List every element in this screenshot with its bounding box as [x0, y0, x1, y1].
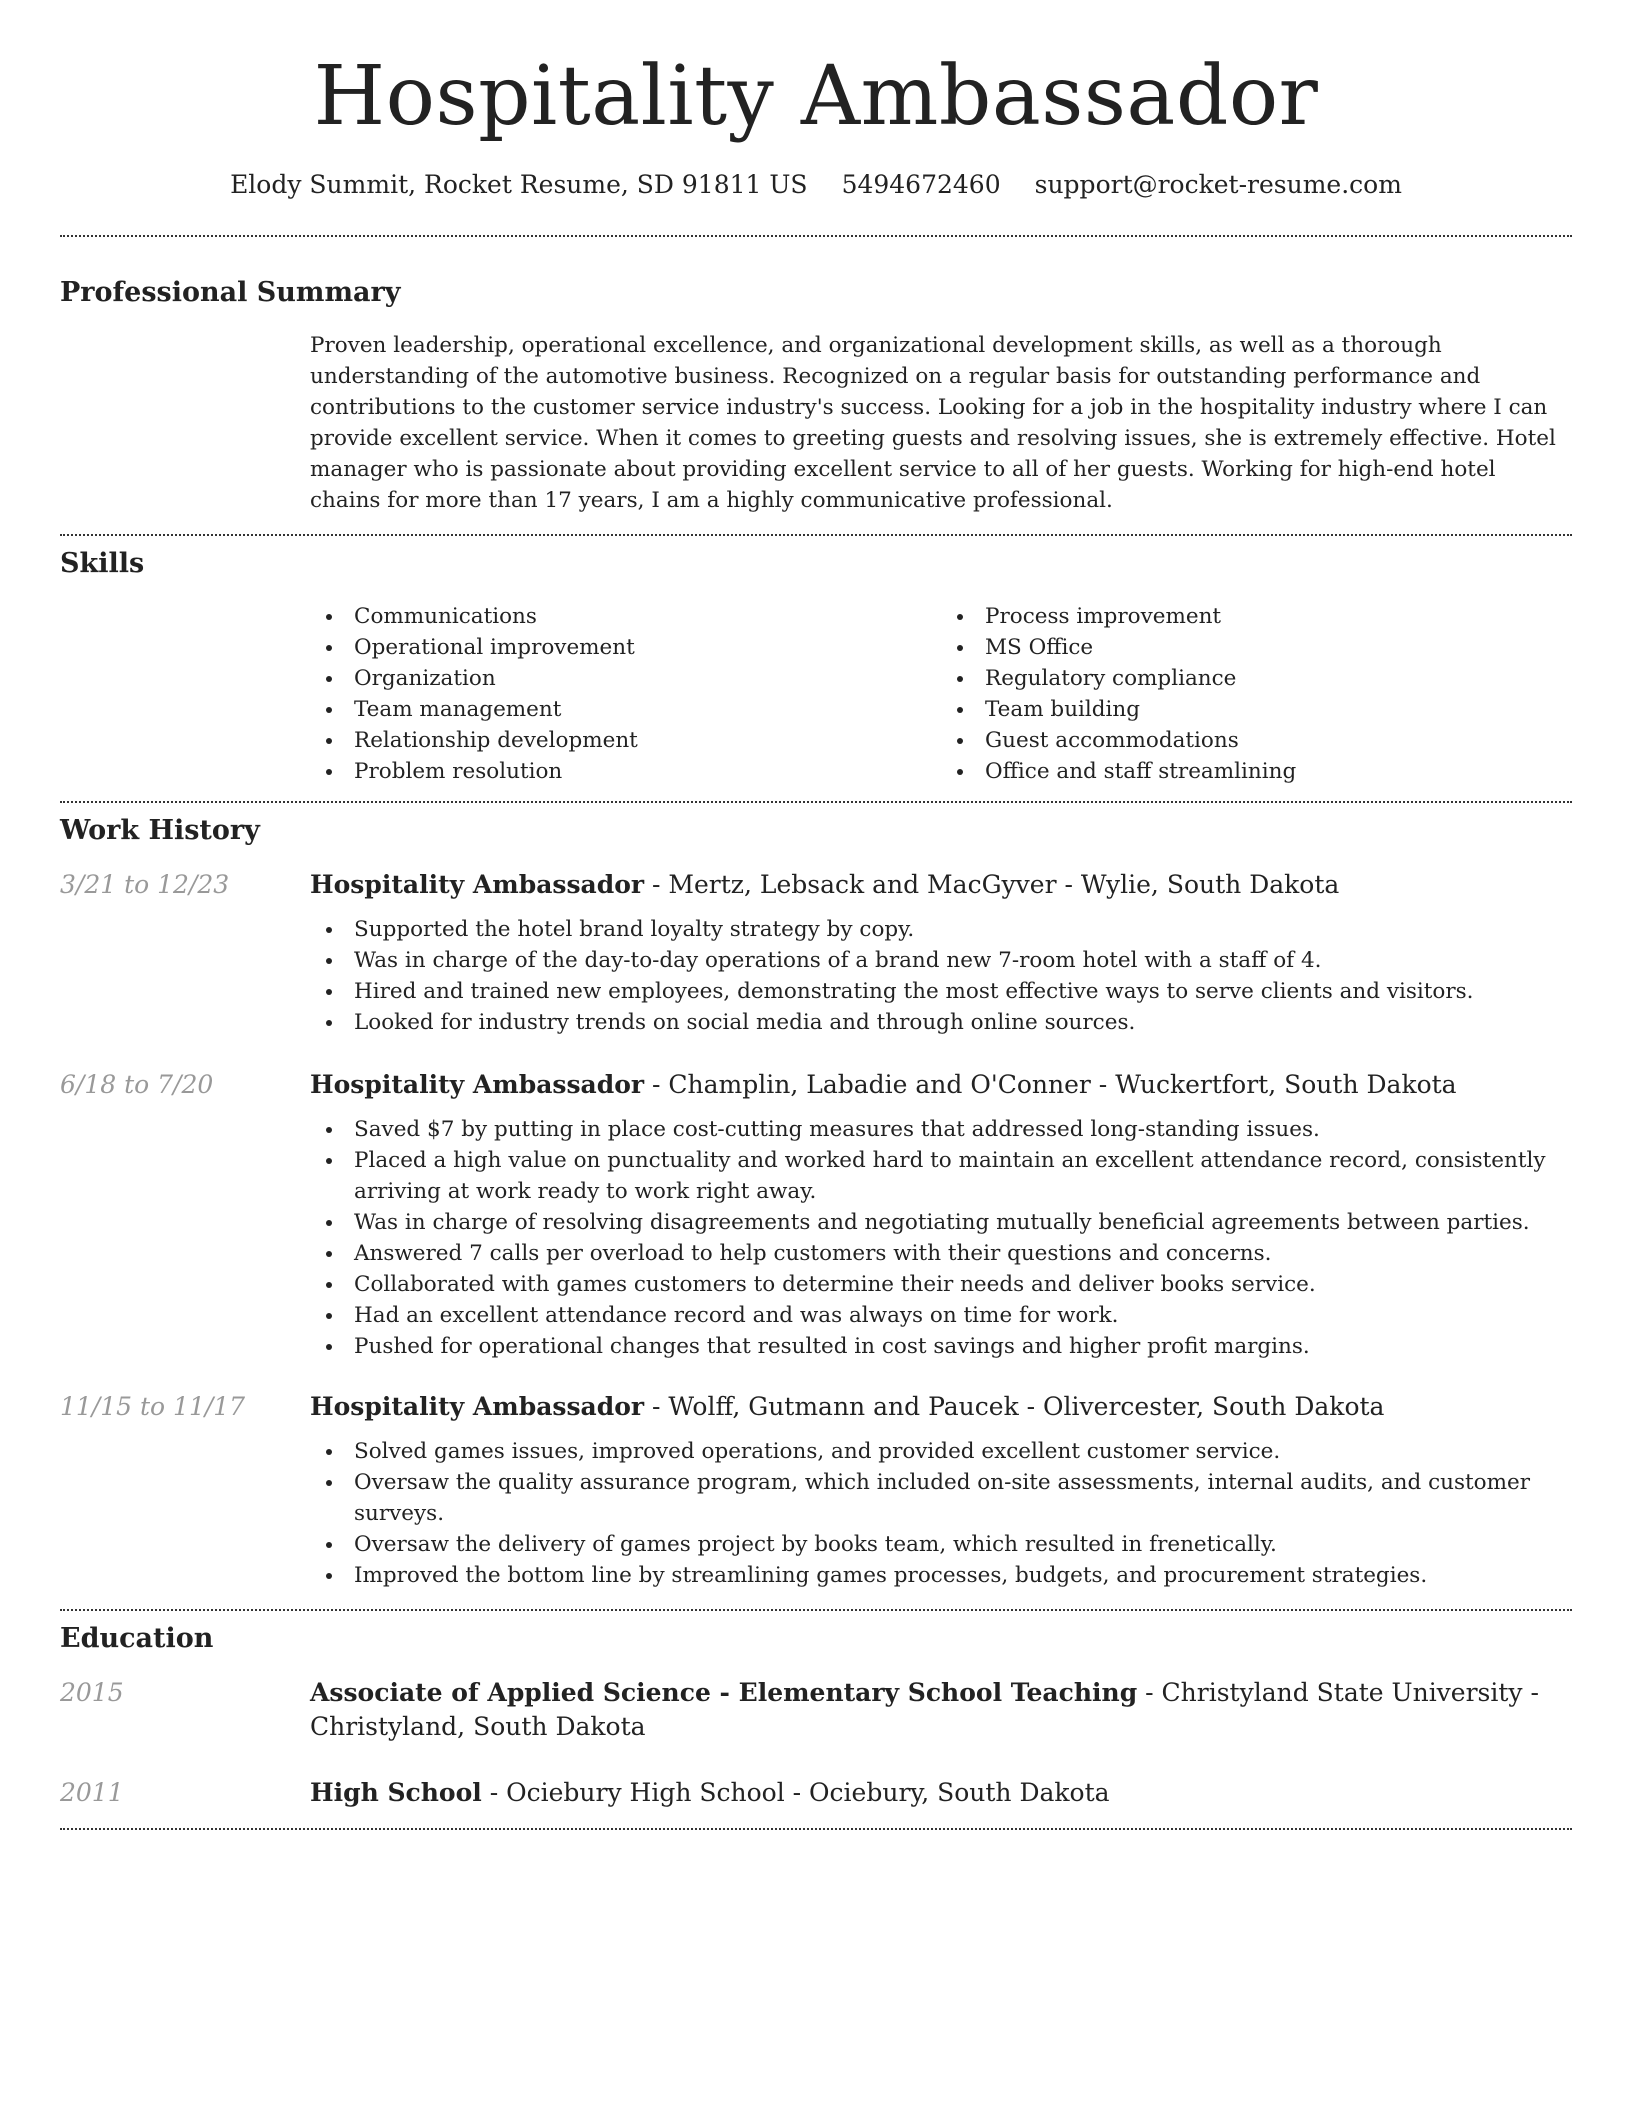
job-bullet: Supported the hotel brand loyalty strategy by copy. [310, 914, 1572, 945]
education-degree: Associate of Applied Science - Elementary School Teaching [310, 1678, 1138, 1708]
job-bullets [310, 1436, 1572, 1591]
skill-item: Office and staff streamlining [941, 756, 1572, 787]
skill-item: Problem resolution [310, 756, 941, 787]
job-employer: - Wolff, Gutmann and Paucek - Olivercester, South Dakota [644, 1392, 1385, 1422]
education-heading: Education [60, 1623, 214, 1655]
job-title: Hospitality Ambassador [310, 1070, 645, 1100]
education-entry [60, 1676, 1572, 1744]
job-title: Hospitality Ambassador [310, 870, 645, 900]
job-dates: 3/21 to 12/23 [60, 870, 230, 900]
skill-item: Relationship development [310, 725, 941, 756]
job-bullet: Looked for industry trends on social media and through online sources. [310, 1007, 1572, 1038]
contact-email[interactable]: support@rocket-resume.com [1034, 170, 1402, 200]
job-employer: - Mertz, Lebsack and MacGyver - Wylie, South Dakota [644, 870, 1340, 900]
job-heading [310, 1068, 1572, 1102]
skills-heading: Skills [60, 548, 145, 580]
summary-section [60, 277, 1572, 516]
skill-item: Regulatory compliance [941, 663, 1572, 694]
job-entry [60, 1390, 1572, 1591]
skills-list-right [941, 601, 1572, 787]
contact-phone: 5494672460 [841, 170, 1001, 200]
skills-section [60, 548, 1572, 787]
skill-item: Operational improvement [310, 632, 941, 663]
education-year: 2015 [60, 1678, 124, 1708]
job-bullet: Pushed for operational changes that resulted in cost savings and higher profit margins. [310, 1331, 1572, 1362]
job-entry [60, 1068, 1572, 1362]
education-school: - Ociebury High School - Ociebury, South Dakota [481, 1778, 1110, 1808]
skills-list-left [310, 601, 941, 787]
job-bullet: Oversaw the quality assurance program, which included on-site assessments, internal audits, and customer surveys. [310, 1467, 1572, 1529]
job-bullet: Collaborated with games customers to determine their needs and deliver books service. [310, 1269, 1572, 1300]
job-dates: 6/18 to 7/20 [60, 1070, 214, 1100]
job-employer: - Champlin, Labadie and O'Conner - Wuckertfort, South Dakota [644, 1070, 1457, 1100]
job-bullet: Oversaw the delivery of games project by books team, which resulted in frenetically. [310, 1529, 1572, 1560]
job-title: Hospitality Ambassador [310, 1392, 645, 1422]
job-bullet: Had an excellent attendance record and was always on time for work. [310, 1300, 1572, 1331]
job-entry [60, 868, 1572, 1038]
job-bullet: Answered 7 calls per overload to help customers with their questions and concerns. [310, 1238, 1572, 1269]
summary-text: Proven leadership, operational excellence, and organizational development skills, as well as a thorough understanding of the automotive business. Recognized on a regular basis for outstanding performance and contributions to the customer service industry's success. Looking for a job in the hospitality industry where I can provide excellent service. When it comes to greeting guests and resolving issues, she is extremely effective. Hotel manager who is passionate about providing excellent service to all of her guests. Working for high-end hotel chains for more than 17 years, I am a highly communicative professional. [310, 333, 1556, 514]
education-degree: High School [310, 1778, 482, 1808]
divider [60, 1828, 1572, 1830]
job-bullet: Was in charge of the day-to-day operations of a brand new 7-room hotel with a staff of 4. [310, 945, 1572, 976]
contact-address: Elody Summit, Rocket Resume, SD 91811 US [230, 170, 808, 200]
job-bullet: Placed a high value on punctuality and worked hard to maintain an excellent attendance record, consistently arriving at work ready to work right away. [310, 1145, 1572, 1207]
applicant-name: Hospitality Ambassador [313, 49, 1319, 144]
job-bullets [310, 1114, 1572, 1362]
job-bullet: Was in charge of resolving disagreements and negotiating mutually beneficial agreements between parties. [310, 1207, 1572, 1238]
job-heading [310, 868, 1572, 902]
education-school: - Christyland State University - Christyland, South Dakota [310, 1678, 1539, 1742]
education-section [60, 1623, 1572, 1810]
divider [60, 1609, 1572, 1611]
job-bullet: Saved $7 by putting in place cost-cutting measures that addressed long-standing issues. [310, 1114, 1572, 1145]
skill-item: Process improvement [941, 601, 1572, 632]
resume-header [60, 0, 1572, 199]
skill-item: Team management [310, 694, 941, 725]
job-heading [310, 1390, 1572, 1424]
work-history-section [60, 815, 1572, 1591]
job-bullets [310, 914, 1572, 1038]
divider [60, 801, 1572, 803]
skill-item: MS Office [941, 632, 1572, 663]
education-heading-line [310, 1676, 1572, 1744]
summary-heading: Professional Summary [60, 277, 401, 309]
skill-item: Communications [310, 601, 941, 632]
education-entry [60, 1776, 1572, 1810]
divider [60, 235, 1572, 237]
divider [60, 534, 1572, 536]
skill-item: Organization [310, 663, 941, 694]
work-history-heading: Work History [60, 815, 260, 847]
education-heading-line [310, 1776, 1572, 1810]
contact-line [60, 170, 1572, 199]
job-dates: 11/15 to 11/17 [60, 1392, 246, 1422]
job-bullet: Solved games issues, improved operations, and provided excellent customer service. [310, 1436, 1572, 1467]
job-bullet: Improved the bottom line by streamlining games processes, budgets, and procurement strategies. [310, 1560, 1572, 1591]
skill-item: Guest accommodations [941, 725, 1572, 756]
education-year: 2011 [60, 1778, 124, 1808]
skill-item: Team building [941, 694, 1572, 725]
job-bullet: Hired and trained new employees, demonstrating the most effective ways to serve clients and visitors. [310, 976, 1572, 1007]
